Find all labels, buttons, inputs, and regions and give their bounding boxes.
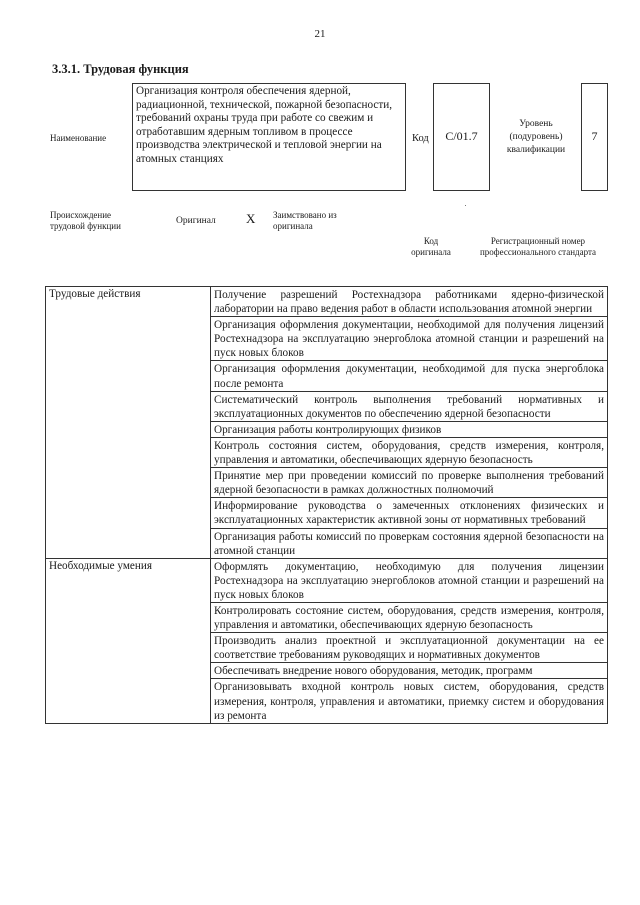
list-item: Принятие мер при проведении комиссий по проверке выполнения требований ядерной безопасности в рамках должностных полномочий bbox=[211, 468, 607, 498]
list-item: Организовывать входной контроль новых систем, оборудования, средств измерения, контроля, управления и автоматики, приемку систем и оборудования из ремонта bbox=[214, 681, 604, 722]
list-item: Информирование руководства о замеченных отклонениях физических и эксплуатационных характеристик активной зоны от нормативных требований bbox=[211, 498, 607, 528]
list-item: Организация оформления документации, необходимой для получения лицензий Ростехнадзора на эксплуатацию энергоблока атомной станции и разрешений на пуск новых блоков bbox=[211, 317, 607, 361]
original-label: Оригинал bbox=[176, 216, 216, 226]
section-items bbox=[211, 287, 608, 559]
list-item: Контролировать состояние систем, оборудования, средств измерения, контроля, управления и автоматики, обеспечивающих ядерную безопасность bbox=[211, 603, 607, 633]
registration-number-label: Регистрационный номер профессионального стандарта bbox=[479, 236, 597, 257]
section-row bbox=[46, 287, 608, 559]
section-items bbox=[211, 558, 608, 723]
qualification-level: 7 bbox=[581, 83, 608, 191]
page-number: 21 bbox=[314, 28, 326, 40]
function-code: C/01.7 bbox=[433, 83, 490, 191]
list-item: Обеспечивать внедрение нового оборудования, методик, программ bbox=[211, 663, 607, 679]
scan-dot bbox=[465, 205, 466, 206]
original-checkmark: X bbox=[246, 211, 256, 226]
section-row bbox=[46, 558, 608, 723]
list-item: Получение разрешений Ростехнадзора работниками ядерно-физической лаборатории на право ведения работ в области использования атомной энергии bbox=[211, 287, 607, 317]
list-item: Оформлять документацию, необходимую для получения лицензии Ростехнадзора на эксплуатацию энергоблоков атомной станции и разрешений на пуск новых блоков bbox=[211, 559, 607, 603]
list-item: Контроль состояния систем, оборудования, средств измерения, контроля, управления и автоматики, обеспечивающих ядерную безопасность bbox=[211, 438, 607, 468]
qualification-level-label: Уровень (подуровень) квалификации bbox=[506, 119, 566, 155]
code-original-label: Код оригинала bbox=[411, 236, 451, 257]
list-item: Организация работы контролирующих физиков bbox=[211, 422, 607, 438]
section-category: Трудовые действия bbox=[46, 287, 211, 559]
section-title: 3.3.1. Трудовая функция bbox=[52, 62, 189, 76]
list-item: Систематический контроль выполнения требований нормативных и эксплуатационных документов по обеспечению ядерной безопасности bbox=[211, 392, 607, 422]
name-label: Наименование bbox=[50, 133, 107, 143]
list-item: Организация оформления документации, необходимой для пуска энергоблока после ремонта bbox=[211, 361, 607, 391]
section-category: Необходимые умения bbox=[46, 558, 211, 723]
list-item: Организация работы комиссий по проверкам состояния ядерной безопасности на атомной станции bbox=[214, 530, 604, 557]
code-label: Код bbox=[412, 133, 429, 144]
origin-label: Происхождение трудовой функции bbox=[50, 210, 121, 231]
list-item: Производить анализ проектной и эксплуатационной документации на ее соответствие требованиям руководящих и нормативных документов bbox=[211, 633, 607, 663]
function-table bbox=[45, 286, 608, 724]
borrowed-label: Заимствовано из оригинала bbox=[273, 210, 337, 231]
function-name: Организация контроля обеспечения ядерной, радиационной, технической, пожарной безопасности, требований охраны труда при работе со свежим и отработавшим ядерным топливом в процессе производства электрической и тепловой энергии на атомных станциях bbox=[132, 83, 406, 191]
